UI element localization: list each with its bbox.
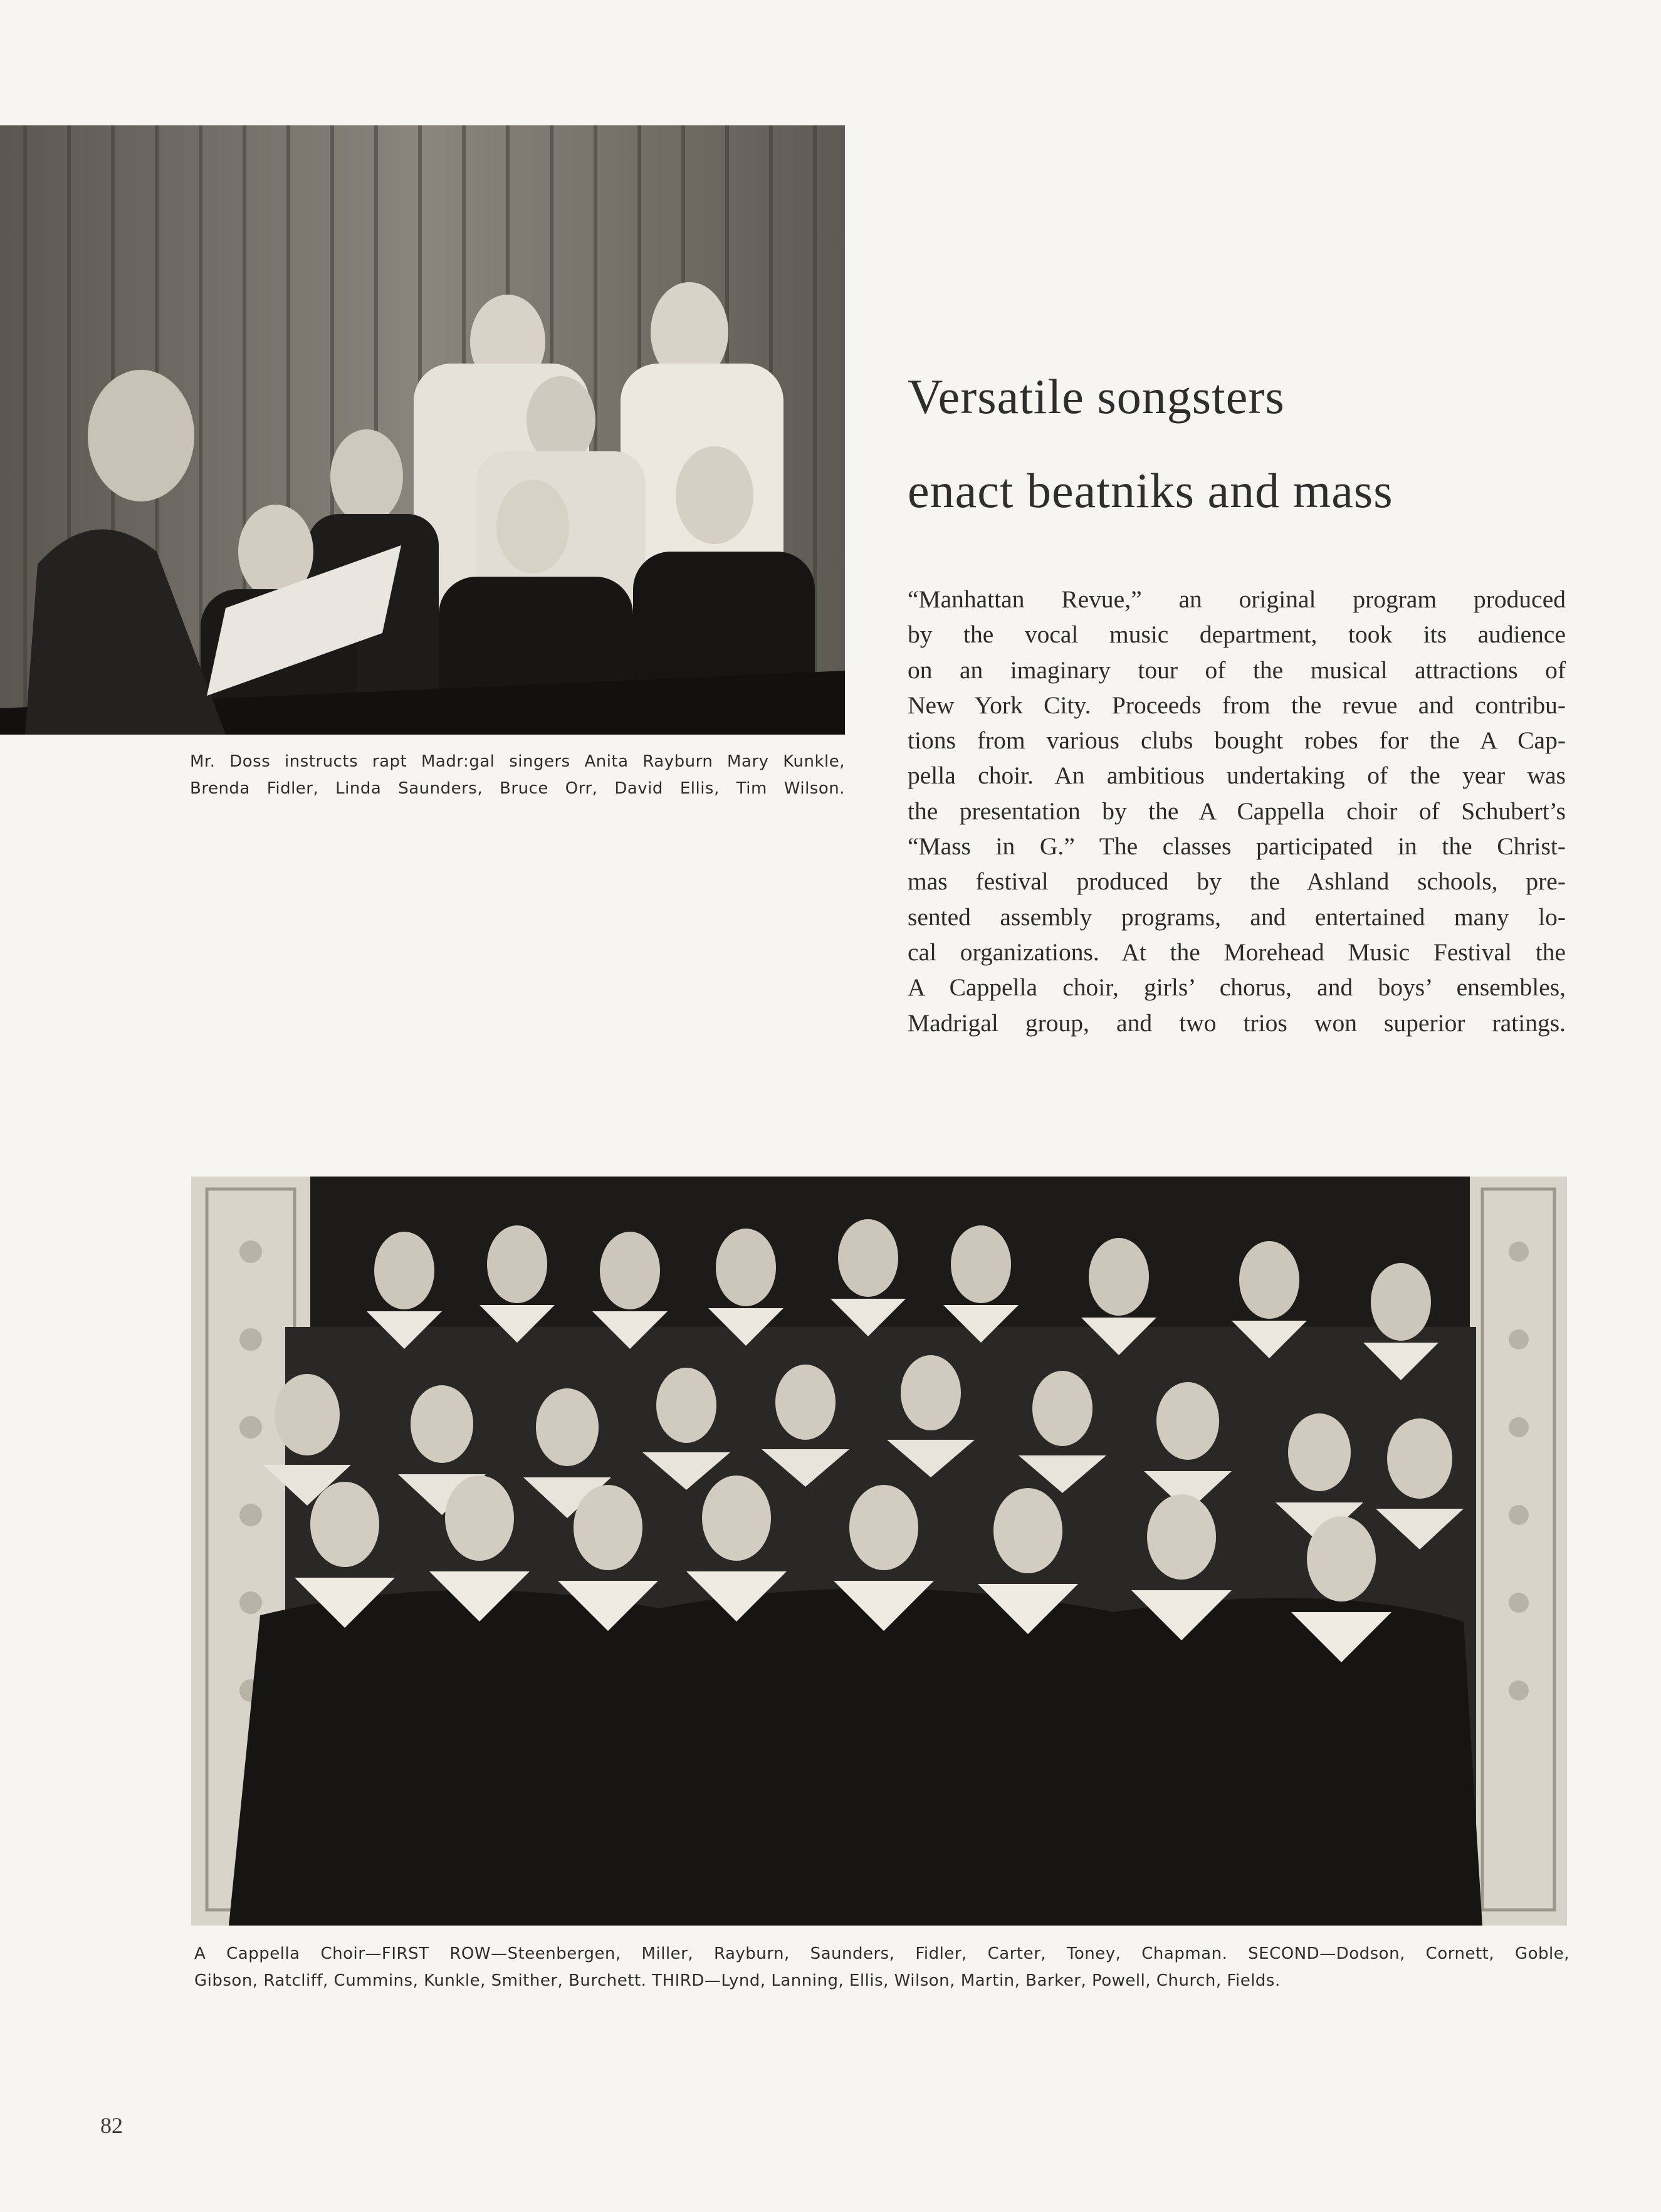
madrigal-photo-caption	[190, 748, 845, 802]
body-line: Madrigal group, and two trios won superior ratings.	[908, 1009, 1566, 1037]
page-number: 82	[100, 2113, 123, 2138]
body-line: “Manhattan Revue,” an original program produced	[908, 585, 1566, 613]
body-line: mas festival produced by the Ashland schools, pre-	[908, 868, 1566, 896]
body-line: pella choir. An ambitious undertaking of the year was	[908, 762, 1566, 790]
page-subtitle: enact beatniks and mass	[908, 463, 1393, 518]
body-line: A Cappella choir, girls’ chorus, and boys’ ensembles,	[908, 973, 1566, 1002]
body-line: by the vocal music department, took its audience	[908, 621, 1566, 649]
body-line: sented assembly programs, and entertained many lo-	[908, 903, 1566, 931]
choir-illustration	[191, 1177, 1567, 1926]
body-line: the presentation by the A Cappella choir of Schubert’s	[908, 797, 1566, 825]
body-line: “Mass in G.” The classes participated in the Christ-	[908, 832, 1566, 861]
caption-line: Brenda Fidler, Linda Saunders, Bruce Orr, David Ellis, Tim Wilson.	[190, 779, 845, 798]
caption-line: Gibson, Ratcliff, Cummins, Kunkle, Smither, Burchett. THIRD—Lynd, Lanning, Ellis, Wilson, Martin, Barker, Powell, Church, Fields.	[194, 1971, 1281, 1990]
body-line: on an imaginary tour of the musical attractions of	[908, 656, 1566, 684]
madrigal-singers-illustration	[0, 125, 845, 735]
caption-line: Mr. Doss instructs rapt Madr:gal singers Anita Rayburn Mary Kunkle,	[190, 752, 845, 771]
body-line: cal organizations. At the Morehead Music Festival the	[908, 938, 1566, 966]
madrigal-singers-photo	[0, 125, 845, 735]
caption-line: A Cappella Choir—FIRST ROW—Steenbergen, Miller, Rayburn, Saunders, Fidler, Carter, Toney, Chapman. SECOND—Dodson, Cornett, Goble,	[194, 1944, 1569, 1963]
a-cappella-choir-photo	[191, 1177, 1567, 1926]
body-line: tions from various clubs bought robes for the A Cap-	[908, 726, 1566, 755]
body-line: New York City. Proceeds from the revue and contribu-	[908, 691, 1566, 719]
choir-photo-caption	[194, 1941, 1569, 1994]
article-body	[908, 582, 1566, 1040]
page-title: Versatile songsters	[908, 369, 1285, 424]
